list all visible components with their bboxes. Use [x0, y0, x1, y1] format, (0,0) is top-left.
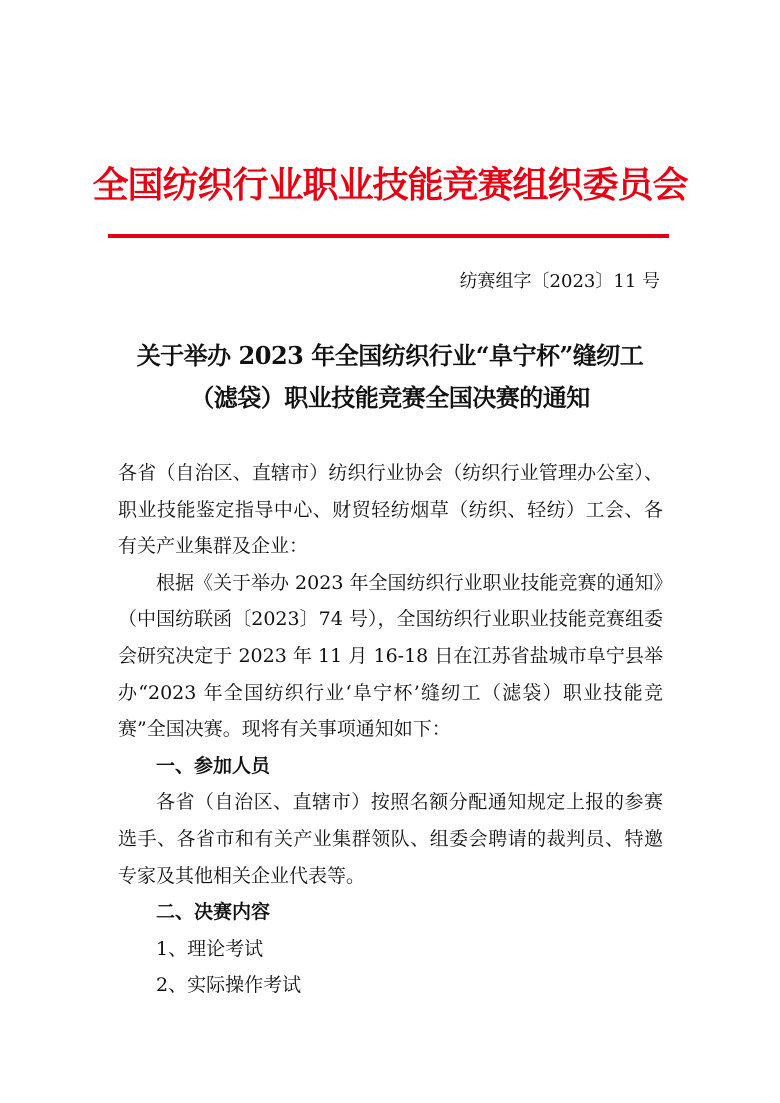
section-2-heading: 二、决赛内容 — [156, 901, 271, 924]
red-divider-line — [108, 234, 669, 238]
intro-paragraph: 根据《关于举办 2023 年全国纺织行业职业技能竞赛的通知》（中国纺联函〔2023〕74 号），全国纺织行业职业技能竞赛组委会研究决定于 2023 年 11 月 16-18 日在江苏省盐城市阜宁县举办“2023 年全国纺织行业‘阜宁杯’缝纫工（滤袋）职业技能竞赛”全国决赛。现将有关事项通知如下： — [118, 571, 663, 741]
section-1-paragraph: 各省（自治区、直辖市）按照名额分配通知规定上报的参赛选手、各省市和有关产业集群领队、组委会聘请的裁判员、特邀专家及其他相关企业代表等。 — [118, 791, 663, 887]
section-2-item-practical-exam: 2、实际操作考试 — [156, 974, 302, 997]
section-1-heading: 一、参加人员 — [156, 754, 271, 777]
salutation: 各省（自治区、直辖市）纺织行业协会（纺织行业管理办公室）、职业技能鉴定指导中心、财贸轻纺烟草（纺织、轻纺）工会、各有关产业集群及企业： — [118, 462, 663, 558]
issuing-organization-masthead: 全国纺织行业职业技能竞赛组织委员会 — [92, 164, 688, 206]
section-2-item-theory-exam: 1、理论考试 — [156, 937, 264, 960]
notice-body — [118, 455, 663, 1004]
notice-title-line-1: 关于举办 2023 年全国纺织行业“阜宁杯”缝纫工 — [136, 341, 644, 370]
notice-title-line-2: （滤袋）职业技能竞赛全国决赛的通知 — [190, 383, 590, 412]
document-number: 纺赛组字〔2023〕11 号 — [459, 271, 660, 292]
